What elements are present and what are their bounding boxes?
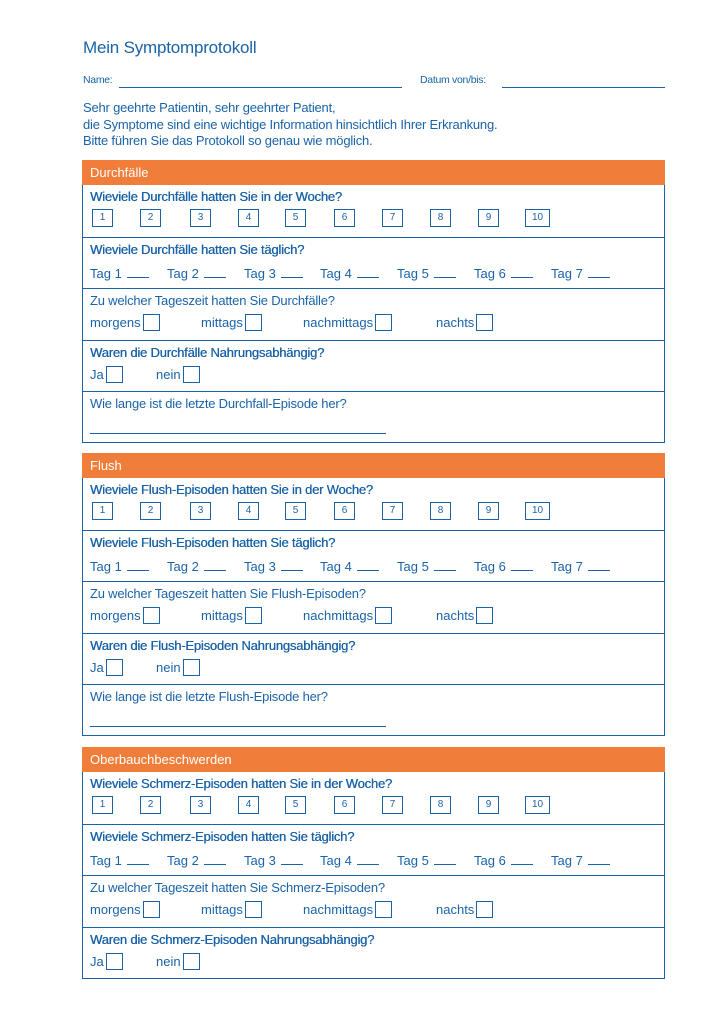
checkbox[interactable] — [476, 901, 493, 918]
number-box[interactable]: 9 — [478, 209, 499, 227]
yesno-label: nein — [156, 954, 181, 969]
question-food: Waren die Schmerz-Episoden Nahrungsabhängig? — [90, 932, 375, 947]
day-field[interactable] — [320, 265, 379, 281]
day-field[interactable] — [320, 852, 379, 868]
number-choices — [92, 796, 652, 816]
yesno-label: Ja — [90, 954, 104, 969]
time-label: morgens — [90, 608, 141, 623]
time-label: nachts — [436, 608, 475, 623]
day-blank[interactable] — [588, 558, 610, 571]
intro-line: die Symptome sind eine wichtige Information hinsichtlich Ihrer Erkrankung. — [83, 116, 498, 132]
row-week — [83, 185, 664, 237]
day-field[interactable] — [320, 558, 379, 574]
day-fields — [90, 558, 650, 576]
day-blank[interactable] — [511, 558, 533, 571]
day-label: Tag 3 — [244, 853, 276, 868]
page-title: Mein Symptomprotokoll — [83, 38, 257, 57]
question-food: Waren die Durchfälle Nahrungsabhängig? — [90, 345, 325, 360]
row-last — [83, 684, 664, 735]
time-options — [90, 608, 650, 628]
time-option[interactable] — [436, 315, 493, 332]
time-option[interactable] — [303, 608, 392, 625]
time-label: morgens — [90, 902, 141, 917]
checkbox[interactable] — [106, 366, 123, 383]
time-option[interactable] — [201, 902, 262, 919]
section-1 — [82, 453, 665, 736]
day-label: Tag 1 — [90, 266, 122, 281]
number-box[interactable]: 1 — [92, 209, 113, 227]
yesno-option[interactable] — [156, 660, 200, 677]
section-0 — [82, 160, 665, 443]
number-box[interactable]: 10 — [525, 502, 550, 520]
day-label: Tag 7 — [551, 853, 583, 868]
day-blank[interactable] — [281, 558, 303, 571]
day-label: Tag 7 — [551, 266, 583, 281]
day-field[interactable] — [551, 852, 610, 868]
day-label: Tag 3 — [244, 559, 276, 574]
checkbox[interactable] — [183, 366, 200, 383]
answer-line[interactable] — [90, 726, 386, 727]
day-blank[interactable] — [127, 852, 149, 865]
checkbox[interactable] — [245, 314, 262, 331]
time-options — [90, 902, 650, 922]
day-blank[interactable] — [281, 265, 303, 278]
time-option[interactable] — [90, 608, 160, 625]
day-field[interactable] — [397, 558, 456, 574]
day-label: Tag 5 — [397, 853, 429, 868]
checkbox[interactable] — [245, 607, 262, 624]
question-week: Wieviele Durchfälle hatten Sie in der Woche? — [90, 189, 342, 204]
day-field[interactable] — [474, 265, 533, 281]
row-time — [83, 581, 664, 633]
section-2 — [82, 747, 665, 979]
day-blank[interactable] — [127, 265, 149, 278]
yesno-option[interactable] — [90, 367, 123, 384]
yesno-options — [90, 660, 650, 680]
day-field[interactable] — [167, 852, 226, 868]
day-field[interactable] — [551, 265, 610, 281]
number-box[interactable]: 3 — [190, 796, 211, 814]
row-food — [83, 633, 664, 684]
day-blank[interactable] — [204, 265, 226, 278]
yesno-option[interactable] — [156, 367, 200, 384]
day-label: Tag 6 — [474, 559, 506, 574]
yesno-options — [90, 367, 650, 387]
row-food — [83, 927, 664, 978]
question-last: Wie lange ist die letzte Flush-Episode her? — [90, 689, 328, 704]
day-label: Tag 7 — [551, 559, 583, 574]
section-title: Oberbauchbeschwerden — [82, 747, 665, 772]
day-label: Tag 4 — [320, 853, 352, 868]
time-label: nachmittags — [303, 902, 374, 917]
checkbox[interactable] — [183, 659, 200, 676]
number-box[interactable]: 10 — [525, 796, 550, 814]
row-week — [83, 478, 664, 530]
section-body — [82, 185, 665, 443]
number-box[interactable]: 2 — [140, 796, 161, 814]
checkbox[interactable] — [143, 314, 160, 331]
number-choices — [92, 502, 652, 522]
number-box[interactable]: 5 — [285, 796, 306, 814]
header-fields — [83, 74, 665, 90]
question-daily: Wieviele Schmerz-Episoden hatten Sie täglich? — [90, 829, 355, 844]
day-label: Tag 4 — [320, 266, 352, 281]
day-label: Tag 2 — [167, 559, 199, 574]
number-box[interactable]: 6 — [334, 209, 355, 227]
day-field[interactable] — [90, 265, 149, 281]
number-box[interactable]: 2 — [140, 209, 161, 227]
time-label: nachmittags — [303, 315, 374, 330]
date-label: Datum von/bis: — [420, 74, 486, 86]
day-label: Tag 1 — [90, 853, 122, 868]
question-time: Zu welcher Tageszeit hatten Sie Schmerz-Episoden? — [90, 880, 385, 895]
yesno-label: nein — [156, 367, 181, 382]
time-label: nachmittags — [303, 608, 374, 623]
day-field[interactable] — [90, 852, 149, 868]
time-option[interactable] — [436, 608, 493, 625]
checkbox[interactable] — [143, 607, 160, 624]
time-label: nachts — [436, 315, 475, 330]
number-box[interactable]: 4 — [238, 209, 259, 227]
number-box[interactable]: 5 — [285, 209, 306, 227]
number-box[interactable]: 8 — [430, 209, 451, 227]
time-option[interactable] — [201, 608, 262, 625]
day-blank[interactable] — [204, 558, 226, 571]
number-box[interactable]: 9 — [478, 796, 499, 814]
day-field[interactable] — [551, 558, 610, 574]
number-box[interactable]: 3 — [190, 502, 211, 520]
checkbox[interactable] — [106, 659, 123, 676]
checkbox[interactable] — [375, 607, 392, 624]
number-box[interactable]: 7 — [382, 502, 403, 520]
day-field[interactable] — [397, 852, 456, 868]
day-label: Tag 6 — [474, 853, 506, 868]
day-field[interactable] — [167, 265, 226, 281]
time-option[interactable] — [90, 902, 160, 919]
number-box[interactable]: 8 — [430, 796, 451, 814]
row-last — [83, 391, 664, 442]
date-input-line[interactable] — [502, 87, 665, 88]
number-box[interactable]: 3 — [190, 209, 211, 227]
number-box[interactable]: 6 — [334, 502, 355, 520]
section-title: Flush — [82, 453, 665, 478]
yesno-option[interactable] — [90, 954, 123, 971]
question-food: Waren die Flush-Episoden Nahrungsabhängig? — [90, 638, 356, 653]
day-blank[interactable] — [434, 558, 456, 571]
day-field[interactable] — [244, 852, 303, 868]
row-time — [83, 875, 664, 927]
day-blank[interactable] — [511, 265, 533, 278]
number-box[interactable]: 10 — [525, 209, 550, 227]
day-blank[interactable] — [434, 852, 456, 865]
day-label: Tag 5 — [397, 559, 429, 574]
time-label: nachts — [436, 902, 475, 917]
row-time — [83, 288, 664, 340]
day-field[interactable] — [474, 558, 533, 574]
day-blank[interactable] — [204, 852, 226, 865]
checkbox[interactable] — [375, 314, 392, 331]
yesno-option[interactable] — [90, 660, 123, 677]
day-blank[interactable] — [511, 852, 533, 865]
day-fields — [90, 265, 650, 283]
day-label: Tag 6 — [474, 266, 506, 281]
number-box[interactable]: 9 — [478, 502, 499, 520]
number-box[interactable]: 8 — [430, 502, 451, 520]
question-time: Zu welcher Tageszeit hatten Sie Flush-Episoden? — [90, 586, 366, 601]
name-input-line[interactable] — [119, 87, 402, 88]
day-blank[interactable] — [357, 852, 379, 865]
time-option[interactable] — [436, 902, 493, 919]
day-blank[interactable] — [127, 558, 149, 571]
number-box[interactable]: 1 — [92, 502, 113, 520]
day-blank[interactable] — [588, 852, 610, 865]
time-label: mittags — [201, 902, 243, 917]
time-option[interactable] — [90, 315, 160, 332]
time-option[interactable] — [303, 902, 392, 919]
yesno-label: Ja — [90, 367, 104, 382]
row-food — [83, 340, 664, 391]
intro-line: Bitte führen Sie das Protokoll so genau wie möglich. — [83, 133, 373, 148]
day-label: Tag 1 — [90, 559, 122, 574]
section-body — [82, 478, 665, 736]
name-label: Name: — [83, 74, 113, 86]
day-field[interactable] — [244, 558, 303, 574]
yesno-option[interactable] — [156, 954, 200, 971]
day-blank[interactable] — [357, 265, 379, 278]
number-box[interactable]: 2 — [140, 502, 161, 520]
day-label: Tag 2 — [167, 853, 199, 868]
day-blank[interactable] — [357, 558, 379, 571]
yesno-label: nein — [156, 660, 181, 675]
day-field[interactable] — [167, 558, 226, 574]
day-label: Tag 5 — [397, 266, 429, 281]
time-option[interactable] — [303, 315, 392, 332]
question-time: Zu welcher Tageszeit hatten Sie Durchfälle? — [90, 293, 335, 308]
question-week: Wieviele Schmerz-Episoden hatten Sie in der Woche? — [90, 776, 392, 791]
row-daily — [83, 530, 664, 581]
day-field[interactable] — [90, 558, 149, 574]
intro-text — [83, 100, 497, 150]
intro-line: Sehr geehrte Patientin, sehr geehrter Patient, — [83, 100, 336, 115]
number-box[interactable]: 1 — [92, 796, 113, 814]
row-week — [83, 772, 664, 824]
row-daily — [83, 237, 664, 288]
checkbox[interactable] — [183, 953, 200, 970]
section-body — [82, 772, 665, 979]
question-daily: Wieviele Durchfälle hatten Sie täglich? — [90, 242, 305, 257]
day-blank[interactable] — [281, 852, 303, 865]
checkbox[interactable] — [143, 901, 160, 918]
time-option[interactable] — [201, 315, 262, 332]
number-choices — [92, 209, 652, 229]
time-label: mittags — [201, 608, 243, 623]
checkbox[interactable] — [476, 314, 493, 331]
day-blank[interactable] — [434, 265, 456, 278]
checkbox[interactable] — [245, 901, 262, 918]
answer-line[interactable] — [90, 433, 386, 434]
day-field[interactable] — [397, 265, 456, 281]
question-daily: Wieviele Flush-Episoden hatten Sie täglich? — [90, 535, 336, 550]
question-week: Wieviele Flush-Episoden hatten Sie in der Woche? — [90, 482, 373, 497]
checkbox[interactable] — [476, 607, 493, 624]
number-box[interactable]: 4 — [238, 502, 259, 520]
day-blank[interactable] — [588, 265, 610, 278]
time-options — [90, 315, 650, 335]
yesno-label: Ja — [90, 660, 104, 675]
time-label: mittags — [201, 315, 243, 330]
day-label: Tag 2 — [167, 266, 199, 281]
number-box[interactable]: 5 — [285, 502, 306, 520]
row-daily — [83, 824, 664, 875]
section-title: Durchfälle — [82, 160, 665, 185]
yesno-options — [90, 954, 650, 974]
day-label: Tag 3 — [244, 266, 276, 281]
checkbox[interactable] — [375, 901, 392, 918]
question-last: Wie lange ist die letzte Durchfall-Episode her? — [90, 396, 347, 411]
time-label: morgens — [90, 315, 141, 330]
day-field[interactable] — [244, 265, 303, 281]
day-label: Tag 4 — [320, 559, 352, 574]
number-box[interactable]: 7 — [382, 796, 403, 814]
day-fields — [90, 852, 650, 870]
number-box[interactable]: 7 — [382, 209, 403, 227]
number-box[interactable]: 4 — [238, 796, 259, 814]
number-box[interactable]: 6 — [334, 796, 355, 814]
day-field[interactable] — [474, 852, 533, 868]
checkbox[interactable] — [106, 953, 123, 970]
